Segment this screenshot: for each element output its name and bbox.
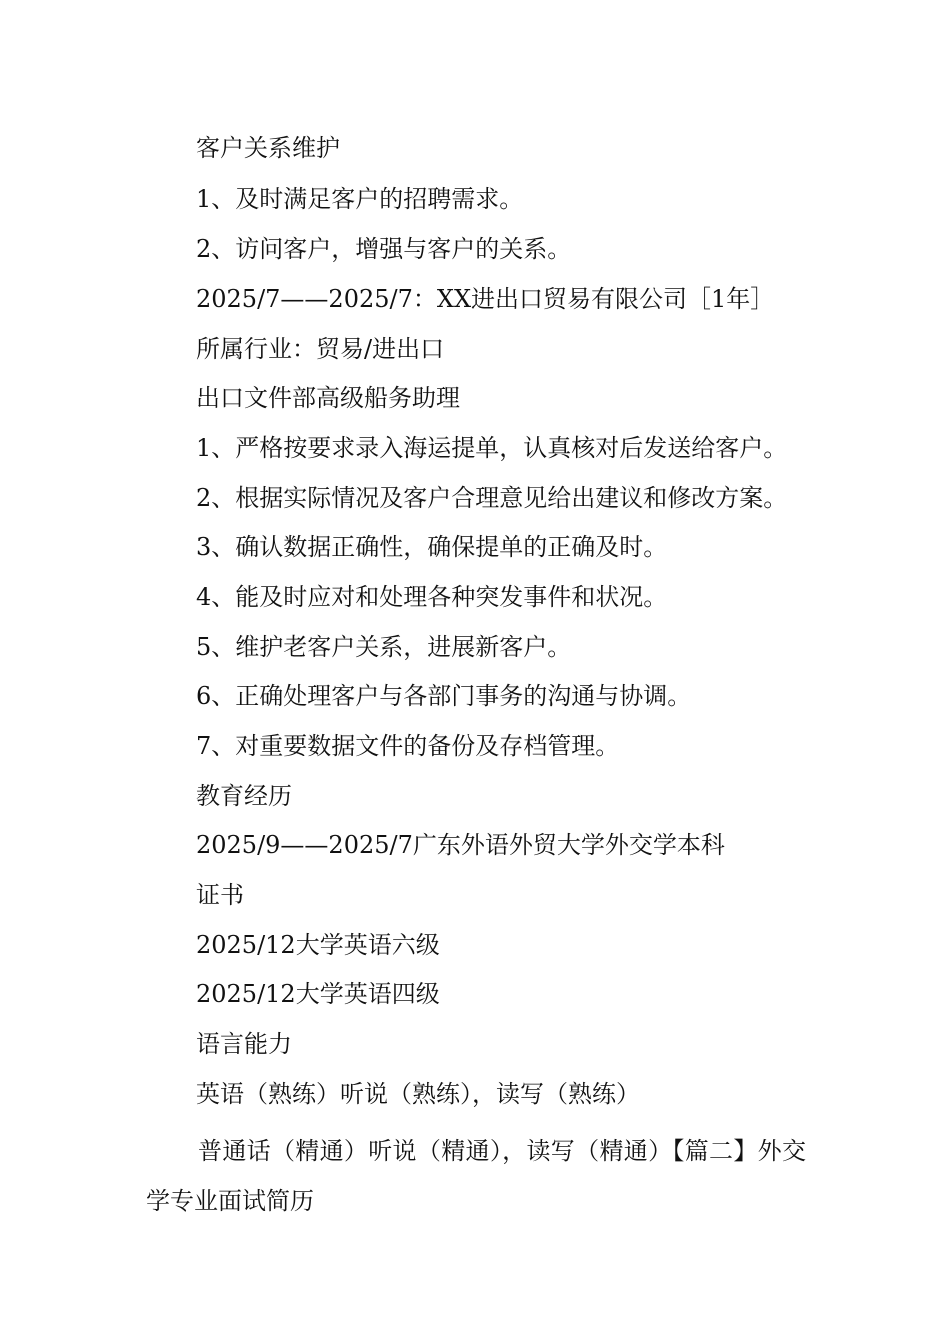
section-heading-client-relations: 客户关系维护 bbox=[196, 134, 340, 162]
section-heading-language: 语言能力 bbox=[196, 1030, 292, 1058]
text-line: 1、及时满足客户的招聘需求。 bbox=[196, 185, 524, 213]
text-line: 4、能及时应对和处理各种突发事件和状况。 bbox=[196, 583, 668, 611]
certificate-line: 2025/12大学英语六级 bbox=[196, 931, 440, 959]
job-period-line: 2025/7——2025/7：XX进出口贸易有限公司［1年］ bbox=[196, 285, 775, 313]
text-line: 2、访问客户，增强与客户的关系。 bbox=[196, 235, 572, 263]
language-line: 英语（熟练）听说（熟练），读写（熟练） bbox=[196, 1080, 640, 1108]
section-heading-certificates: 证书 bbox=[196, 881, 244, 909]
certificate-line: 2025/12大学英语四级 bbox=[196, 980, 440, 1008]
job-title-line: 出口文件部高级船务助理 bbox=[196, 384, 460, 412]
industry-line: 所属行业：贸易/进出口 bbox=[196, 335, 445, 363]
section-heading-education: 教育经历 bbox=[196, 782, 292, 810]
text-line: 6、正确处理客户与各部门事务的沟通与协调。 bbox=[196, 682, 692, 710]
text-line: 5、维护老客户关系，进展新客户。 bbox=[196, 633, 572, 661]
text-line: 1、严格按要求录入海运提单，认真核对后发送给客户。 bbox=[196, 434, 788, 462]
language-paragraph: 普通话（精通）听说（精通），读写（精通）【篇二】外交学专业面试简历 bbox=[146, 1137, 806, 1215]
education-line: 2025/9——2025/7广东外语外贸大学外交学本科 bbox=[196, 831, 725, 859]
text-line: 3、确认数据正确性，确保提单的正确及时。 bbox=[196, 533, 668, 561]
text-line: 2、根据实际情况及客户合理意见给出建议和修改方案。 bbox=[196, 484, 788, 512]
text-line: 7、对重要数据文件的备份及存档管理。 bbox=[196, 732, 620, 760]
